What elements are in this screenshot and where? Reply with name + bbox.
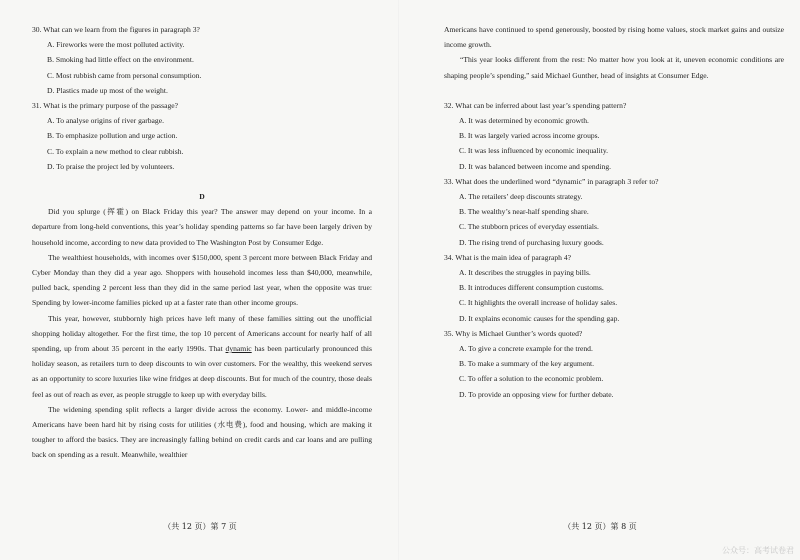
passage-paragraph-4-continued: Americans have continued to spend generously, boosted by rising home values, stock market gains and outsize income growth.: [444, 25, 784, 50]
question-30-option-c: C. Most rubbish came from personal consumption.: [47, 70, 202, 80]
question-35-option-c: C. To offer a solution to the economic problem.: [459, 374, 604, 384]
question-32-option-b: B. It was largely varied across income groups.: [459, 131, 600, 141]
section-heading: D: [199, 192, 205, 202]
question-34-option-b: B. It introduces different consumption customs.: [459, 283, 604, 293]
question-31-stem: 31. What is the primary purpose of the passage?: [32, 101, 178, 111]
question-31-option-b: B. To emphasize pollution and urge action.: [47, 131, 178, 141]
question-32-option-d: D. It was balanced between income and spending.: [459, 161, 612, 171]
paragraph-3-text-start: This year, however, stubbornly high prices have left many of these families sitting out the unofficial shopping holiday altogether. For the first time, the top 10 percent of Americans account for nearly half of all spending, up from about 35 percent in the early 1990s. That: [32, 313, 372, 354]
passage-paragraph-5: “This year looks different from the rest: No matter how you look at it, uneven economic conditions are shaping people’s spending,” said Michael Gunther, head of insights at Consumer Edge.: [444, 55, 784, 80]
question-30-option-b: B. Smoking had little effect on the environment.: [47, 55, 194, 65]
question-30-stem: 30. What can we learn from the figures in paragraph 3?: [32, 25, 200, 34]
question-33-option-c: C. The stubborn prices of everyday essentials.: [459, 222, 599, 232]
right-column: [444, 22, 784, 402]
question-33-stem: 33. What does the underlined word “dynamic” in paragraph 3 refer to?: [444, 176, 659, 186]
passage-paragraph-3: [32, 311, 372, 402]
question-33-option-b: B. The wealthy’s near-half spending share.: [459, 207, 589, 217]
question-33-option-a: A. The retailers’ deep discounts strategy.: [459, 192, 583, 202]
question-32-option-c: C. It was less influenced by economic inequality.: [459, 146, 609, 156]
question-33-option-d: D. The rising trend of purchasing luxury goods.: [459, 237, 604, 247]
paragraph-3-text-end: has been particularly pronounced this holiday season, as retailers turn to deep discounts to win over customers. For the wealthy, this weekend serves as an opportunity to score luxuries like wine fridges at deep discounts. But for much of the country, those deals feel as out of reach as ever, as people struggle to keep up with everyday bills.: [32, 344, 372, 399]
question-31-option-a: A. To analyse origins of river garbage.: [47, 116, 164, 126]
question-34-option-a: A. It describes the struggles in paying bills.: [459, 268, 591, 278]
question-35-stem: 35. Why is Michael Gunther’s words quoted?: [444, 328, 583, 338]
question-31-option-d: D. To praise the project led by volunteers.: [47, 161, 175, 171]
question-35-option-d: D. To provide an opposing view for further debate.: [459, 389, 614, 399]
question-34-stem: 34. What is the main idea of paragraph 4?: [444, 252, 572, 262]
question-30-option-d: D. Plastics made up most of the weight.: [47, 85, 168, 95]
page-number-7: （共 12 页）第 7 页: [163, 522, 237, 531]
left-column: [32, 22, 372, 463]
passage-paragraph-2: The wealthiest households, with incomes over $150,000, spent 3 percent more between Black Friday and Cyber Monday than they did a year ago. Shoppers with household incomes less than $40,000, meanwhile, pulled back, spending 2 percent less than they did in the same period last year, when the opposite was true: Spending by lower-income families picked up at a faster rate than other income groups.: [32, 252, 372, 308]
question-35-option-a: A. To give a concrete example for the trend.: [459, 344, 593, 354]
question-35-option-b: B. To make a summary of the key argument.: [459, 359, 594, 369]
right-page: [400, 0, 800, 560]
underlined-word-dynamic: dynamic: [225, 344, 252, 354]
question-34-option-d: D. It explains economic causes for the spending gap.: [459, 313, 620, 323]
question-34-option-c: C. It highlights the overall increase of holiday sales.: [459, 298, 618, 308]
page-number-8: （共 12 页）第 8 页: [563, 522, 637, 531]
question-32-stem: 32. What can be inferred about last year’s spending pattern?: [444, 100, 627, 110]
question-30-option-a: A. Fireworks were the most polluted activity.: [47, 40, 185, 50]
question-32-option-a: A. It was determined by economic growth.: [459, 116, 589, 126]
watermark-text: 公众号：高考试卷君: [722, 546, 794, 555]
passage-paragraph-4: The widening spending split reflects a larger divide across the economy. Lower- and middle-income Americans have been hard hit by rising costs for utilities (水电费), food and housing, which are making it tougher to afford the basics. They are increasingly falling behind on credit cards and car loans and are pulling back on spending as a result. Meanwhile, wealthier: [32, 404, 372, 460]
passage-paragraph-1: Did you splurge (挥霍) on Black Friday this year? The answer may depend on your income. In a departure from long-held conventions, this year’s holiday spending patterns so far have been largely driven by household income, according to new data provided to The Washington Post by Consumer Edge.: [32, 207, 372, 247]
question-31-option-c: C. To explain a new method to clear rubbish.: [47, 146, 184, 156]
